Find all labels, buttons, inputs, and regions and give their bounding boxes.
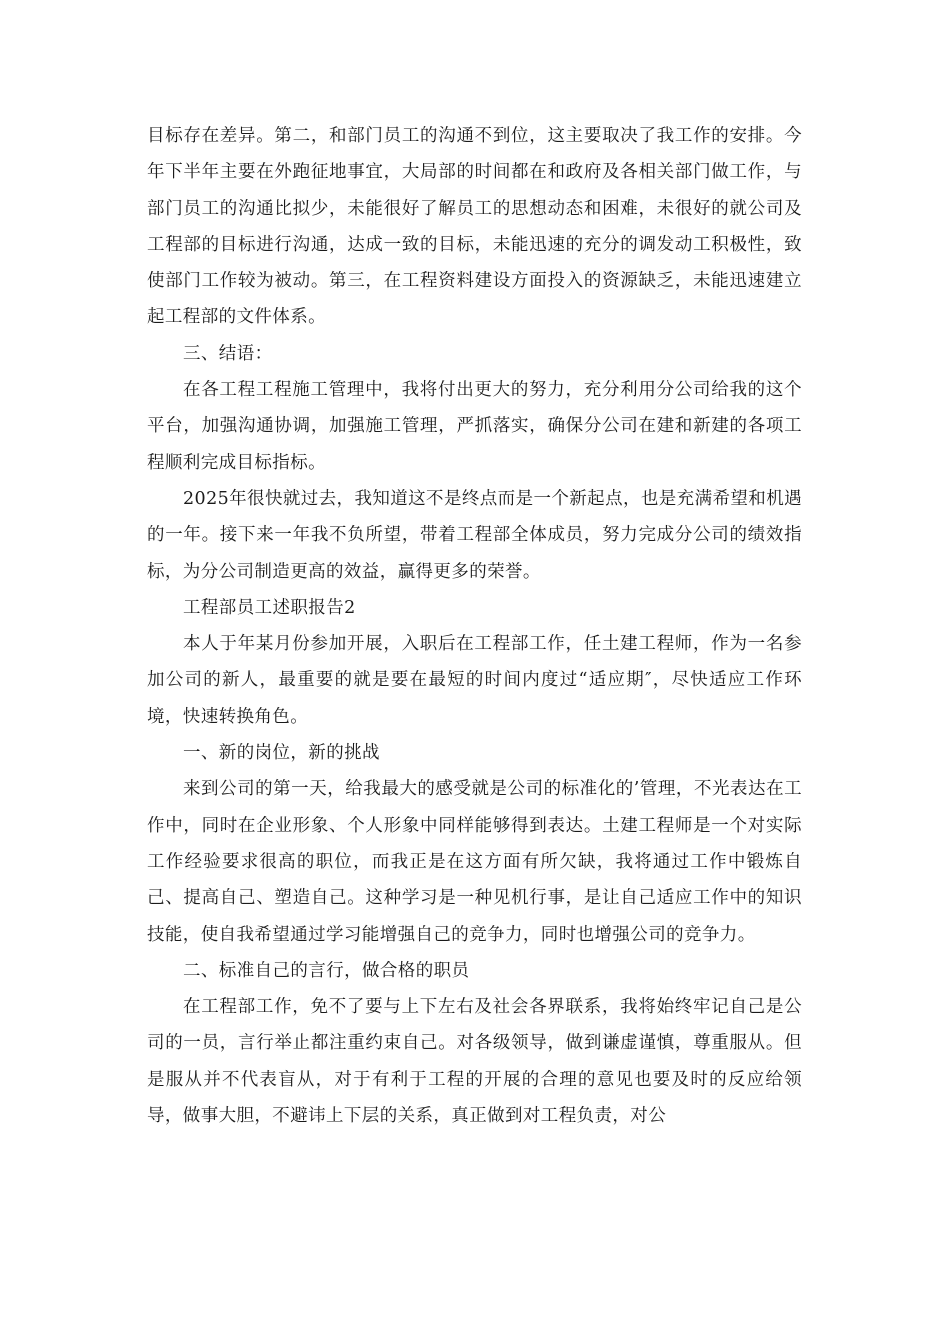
document-body [147, 118, 802, 1134]
paragraph: 2025年很快就过去，我知道这不是终点而是一个新起点，也是充满希望和机遇的一年。接下来一年我不负所望，带着工程部全体成员，努力完成分公司的绩效指标，为分公司制造更高的效益，赢得更多的荣誉。 [147, 488, 802, 582]
section-heading-conclusion: 三、结语： [183, 343, 273, 364]
paragraph-continuation: 目标存在差异。第二，和部门员工的沟通不到位，这主要取决了我工作的安排。今年下半年主要在外跑征地事宜，大局部的时间都在和政府及各相关部门做工作，与部门员工的沟通比拟少，未能很好了解员工的思想动态和困难，未很好的就公司及工程部的目标进行沟通，达成一致的目标，未能迅速的充分的调发动工积极性，致使部门工作较为被动。第三，在工程资料建设方面投入的资源缺乏，未能迅速建立起工程部的文件体系。 [147, 126, 802, 328]
section-heading-conduct: 二、标准自己的言行，做合格的职员 [183, 960, 470, 981]
section-heading-new-position: 一、新的岗位，新的挑战 [183, 743, 380, 764]
paragraph: 本人于年某月份参加开展，入职后在工程部工作，任土建工程师，作为一名参加公司的新人，最重要的就是要在最短的时间内度过“适应期″，尽快适应工作环境，快速转换角色。 [147, 634, 802, 727]
paragraph: 来到公司的第一天，给我最大的感受就是公司的标准化的’管理，不光表达在工作中，同时在企业形象、个人形象中同样能够得到表达。土建工程师是一个对实际工作经验要求很高的职位，而我正是在这方面有所欠缺，我将通过工作中锻炼自己、提高自己、塑造自己。这种学习是一种见机行事，是让自己适应工作中的知识技能，使自我希望通过学习能增强自己的竞争力，同时也增强公司的竞争力。 [147, 779, 802, 945]
paragraph: 在工程部工作，免不了要与上下左右及社会各界联系，我将始终牢记自己是公司的一员，言行举止都注重约束自己。对各级领导，做到谦虚谨慎，尊重服从。但是服从并不代表盲从，对于有利于工程的开展的合理的意见也要及时的反应给领导，做事大胆，不避讳上下层的关系，真正做到对工程负责，对公 [147, 997, 802, 1127]
paragraph: 在各工程工程施工管理中，我将付出更大的努力，充分利用分公司给我的这个平台，加强沟通协调，加强施工管理，严抓落实，确保分公司在建和新建的各项工程顺利完成目标指标。 [147, 380, 802, 473]
report-title: 工程部员工述职报告2 [183, 597, 356, 618]
